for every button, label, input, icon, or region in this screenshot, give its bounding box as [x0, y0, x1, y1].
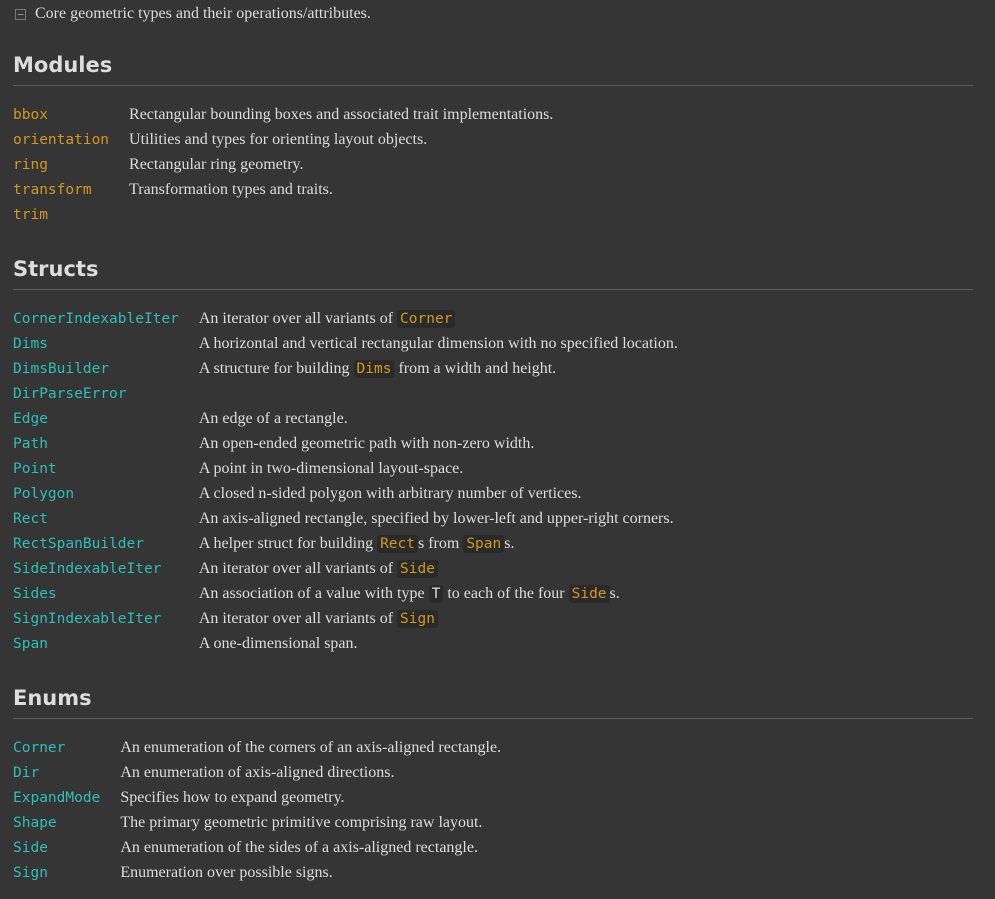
enum-link-sign[interactable]: Sign: [13, 864, 48, 881]
table-row: [13, 631, 678, 656]
modules-section: [13, 53, 973, 227]
enum-link-expand-mode[interactable]: ExpandMode: [13, 789, 101, 806]
enums-table: [13, 735, 501, 885]
struct-link-path[interactable]: Path: [13, 435, 48, 452]
table-row: [13, 506, 678, 531]
enum-desc: Enumeration over possible signs.: [120, 863, 333, 881]
modules-table: [13, 102, 553, 227]
table-row: [13, 306, 678, 331]
collapse-toggle-icon[interactable]: −: [15, 9, 26, 20]
struct-desc: An iterator over all variants of Sign: [199, 606, 678, 631]
module-link-ring[interactable]: ring: [13, 156, 48, 173]
enum-link-dir[interactable]: Dir: [13, 764, 40, 781]
struct-desc: An open-ended geometric path with non-zero width.: [198, 434, 535, 452]
table-row: [13, 606, 678, 631]
docblock-content: [13, 0, 973, 885]
type-param-t: T: [429, 585, 444, 603]
module-link-bbox[interactable]: bbox: [13, 106, 48, 123]
struct-link-rect[interactable]: Rect: [13, 510, 48, 527]
struct-desc: An iterator over all variants of Corner: [199, 306, 678, 331]
table-row: [13, 177, 553, 202]
struct-desc: A closed n-sided polygon with arbitrary number of vertices.: [198, 484, 582, 502]
struct-desc: An axis-aligned rectangle, specified by lower-left and upper-right corners.: [198, 509, 674, 527]
struct-desc: An edge of a rectangle.: [198, 409, 348, 427]
struct-desc: A point in two-dimensional layout-space.: [198, 459, 464, 477]
table-row: [13, 381, 678, 406]
struct-link-edge[interactable]: Edge: [13, 410, 48, 427]
struct-desc: A horizontal and vertical rectangular dimension with no specified location.: [198, 334, 678, 352]
table-row: [13, 810, 501, 835]
type-link-rect[interactable]: Rect: [377, 535, 418, 553]
struct-link-point[interactable]: Point: [13, 460, 57, 477]
structs-heading[interactable]: Structs: [13, 257, 973, 290]
struct-link-sides[interactable]: Sides: [13, 585, 57, 602]
enum-desc: Specifies how to expand geometry.: [120, 788, 345, 806]
table-row: [13, 456, 678, 481]
structs-section: [13, 257, 973, 656]
table-row: [13, 331, 678, 356]
table-row: [13, 356, 678, 381]
enum-desc: An enumeration of axis-aligned directions.: [120, 763, 395, 781]
modules-heading[interactable]: Modules: [13, 53, 973, 86]
struct-link-corner-indexable-iter[interactable]: CornerIndexableIter: [13, 310, 179, 327]
type-link-sign[interactable]: Sign: [397, 610, 438, 628]
struct-desc: A helper struct for building Rect s from Span s.: [198, 534, 515, 552]
table-row: [13, 760, 501, 785]
enums-section: [13, 686, 973, 885]
type-link-side[interactable]: Side: [397, 560, 438, 578]
type-link-span[interactable]: Span: [463, 535, 504, 553]
enum-desc: An enumeration of the sides of a axis-aligned rectangle.: [120, 838, 478, 856]
table-row: [13, 481, 678, 506]
type-link-dims[interactable]: Dims: [354, 360, 395, 378]
module-summary: [13, 0, 973, 28]
struct-desc: A structure for building Dims from a width and height.: [198, 359, 557, 377]
struct-desc: An iterator over all variants of Side: [199, 556, 678, 581]
struct-desc: [199, 381, 678, 406]
enums-heading[interactable]: Enums: [13, 686, 973, 719]
table-row: [13, 127, 553, 152]
module-link-orientation[interactable]: orientation: [13, 131, 110, 148]
enum-desc: The primary geometric primitive comprising raw layout.: [120, 813, 483, 831]
struct-link-side-indexable-iter[interactable]: SideIndexableIter: [13, 560, 162, 577]
module-desc: Transformation types and traits.: [129, 180, 333, 198]
struct-link-dims[interactable]: Dims: [13, 335, 48, 352]
module-summary-text: Core geometric types and their operations/attributes.: [35, 5, 371, 22]
struct-link-sign-indexable-iter[interactable]: SignIndexableIter: [13, 610, 162, 627]
table-row: [13, 581, 678, 606]
table-row: [13, 531, 678, 556]
enum-desc: An enumeration of the corners of an axis-aligned rectangle.: [120, 738, 502, 756]
structs-table: [13, 306, 678, 656]
table-row: [13, 735, 501, 760]
type-link-side[interactable]: Side: [569, 585, 610, 603]
table-row: [13, 860, 501, 885]
struct-link-span[interactable]: Span: [13, 635, 48, 652]
struct-link-polygon[interactable]: Polygon: [13, 485, 75, 502]
table-row: [13, 202, 553, 227]
table-row: [13, 556, 678, 581]
struct-link-dir-parse-error[interactable]: DirParseError: [13, 385, 127, 402]
struct-desc: A one-dimensional span.: [198, 634, 358, 652]
module-desc: Utilities and types for orienting layout objects.: [129, 130, 428, 148]
table-row: [13, 152, 553, 177]
enum-link-shape[interactable]: Shape: [13, 814, 57, 831]
struct-link-dims-builder[interactable]: DimsBuilder: [13, 360, 110, 377]
module-desc: Rectangular bounding boxes and associated trait implementations.: [129, 105, 554, 123]
module-desc: Rectangular ring geometry.: [129, 155, 304, 173]
type-link-corner[interactable]: Corner: [397, 310, 455, 328]
table-row: [13, 406, 678, 431]
module-desc: [129, 202, 553, 227]
enum-link-corner[interactable]: Corner: [13, 739, 66, 756]
enum-link-side[interactable]: Side: [13, 839, 48, 856]
table-row: [13, 102, 553, 127]
struct-desc: An association of a value with type T to each of the four Side s.: [198, 584, 620, 602]
module-link-transform[interactable]: transform: [13, 181, 92, 198]
table-row: [13, 431, 678, 456]
table-row: [13, 785, 501, 810]
table-row: [13, 835, 501, 860]
struct-link-rect-span-builder[interactable]: RectSpanBuilder: [13, 535, 144, 552]
module-link-trim[interactable]: trim: [13, 206, 48, 223]
